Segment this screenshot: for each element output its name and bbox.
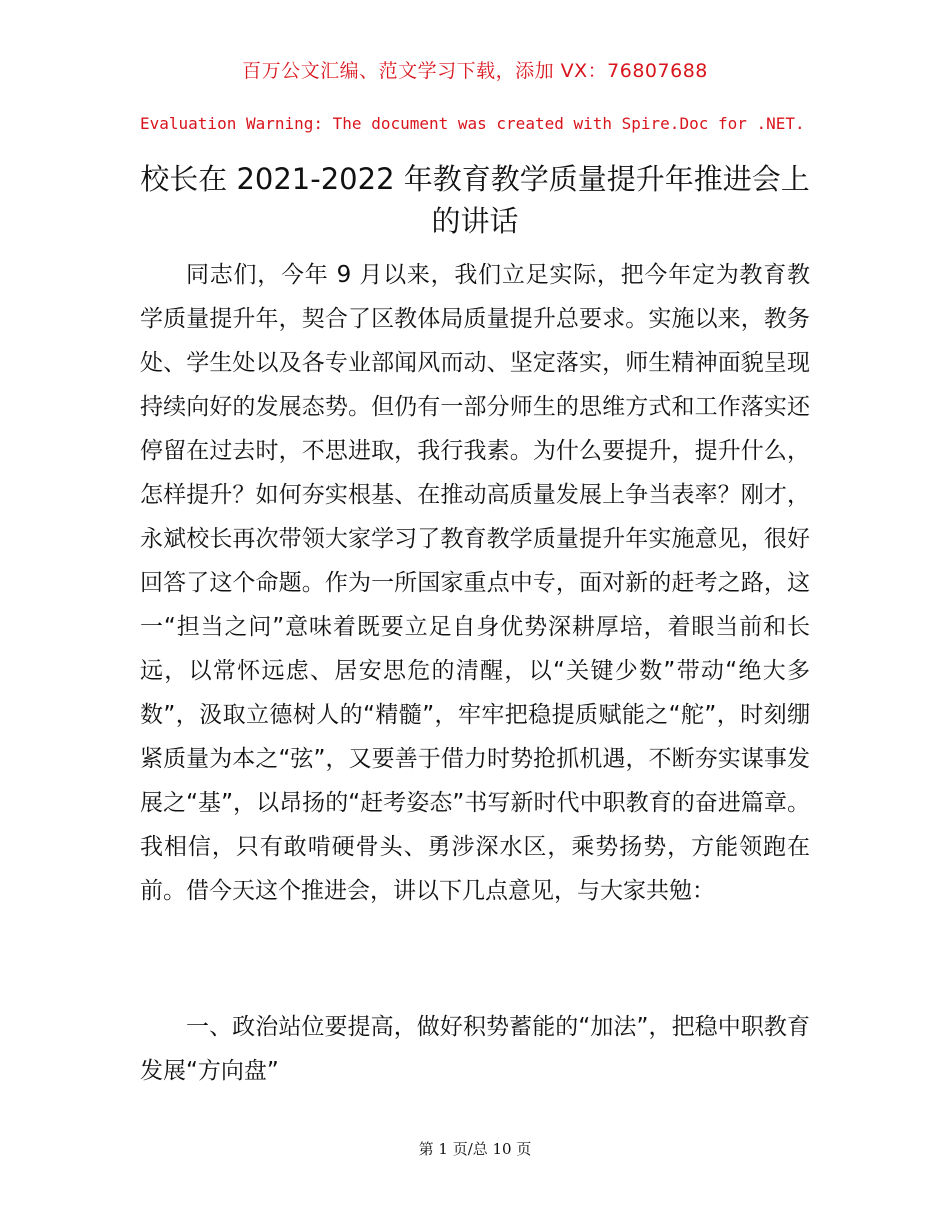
section-heading-1: 一、政治站位要提高，做好积势蓄能的“加法”，把稳中职教育发展“方向盘” [140,1014,810,1084]
header-ad-banner: 百万公文汇编、范文学习下载，添加 VX：76807688 [242,60,708,82]
body-paragraph-intro: 同志们，今年 9 月以来，我们立足实际，把今年定为教育教学质量提升年，契合了区教体局质量提升总要求。实施以来，教务处、学生处以及各专业部闻风而动、坚定落实，师生精神面貌呈现持续向好的发展态势。但仍有一部分师生的思维方式和工作落实还停留在过去时，不思进取，我行我素。为什么要提升，提升什么，怎样提升？如何夯实根基、在推动高质量发展上争当表率？刚才，永斌校长再次带领大家学习了教育教学质量提升年实施意见，很好回答了这个命题。作为一所国家重点中专，面对新的赶考之路，这一“担当之问”意味着既要立足自身优势深耕厚培，着眼当前和长远，以常怀远虑、居安思危的清醒，以“关键少数”带动“绝大多数”，汲取立德树人的“精髓”，牢牢把稳提质赋能之“舵”，时刻绷紧质量为本之“弦”，又要善于借力时势抢抓机遇，不断夯实谋事发展之“基”，以昂扬的“赶考姿态”书写新时代中职教育的奋进篇章。我相信，只有敢啃硬骨头、勇涉深水区，乘势扬势，方能领跑在前。借今天这个推进会，讲以下几点意见，与大家共勉： [140,262,810,904]
evaluation-warning: Evaluation Warning: The document was created with Spire.Doc for .NET. [140,114,805,133]
page-footer: 第 1 页/总 10 页 [418,1140,532,1158]
document-title: 校长在 2021-2022 年教育教学质量提升年推进会上的讲话 [140,162,810,238]
